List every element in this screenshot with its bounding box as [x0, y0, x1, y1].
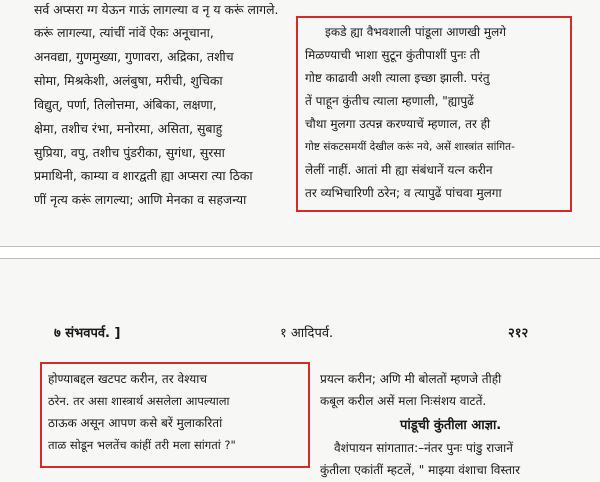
left-column-line: णीं नृत्य करूं लागल्या; आणि मेनका व सहजन्या: [34, 192, 247, 207]
page-header-right: २१२: [508, 326, 529, 341]
left-column-line: सुप्रिया, वपु, तशीच पुंडरीका, सुगंधा, सुरसा: [34, 145, 225, 160]
highlighted-line: तर व्यभिचारिणी ठरेन; व त्यापुढें पांचवा मुलगा: [305, 186, 502, 200]
left-column-line: प्रमाथिनी, काम्या व शारद्वती ह्या अप्सरा त्या ठिका: [34, 168, 253, 183]
left-column-line: सर्व अप्सरा ग्ग येऊन गाऊं लागल्या व नृ य करूं लागले.: [34, 2, 279, 17]
highlighted-line: चौथा मुलगा उत्पन्न करण्याचें म्हणाल, तर ही: [305, 117, 491, 131]
right-column-line: कबूल करील असें मला निःसंशय वाटतें.: [320, 394, 487, 408]
right-column-line: कुंतीला एकांतीं म्हटलें, " माझ्या वंशाचा विस्तार: [320, 463, 521, 477]
left-column-line: क्षेमा, तशीच रंभा, मनोरमा, असिता, सुबाहु: [34, 121, 223, 136]
bottom-page-panel: [0, 258, 600, 482]
right-column-line: प्रयत्न करीन; अणि मी बोलतों म्हणजे तीही: [320, 372, 502, 386]
highlighted-line: ठरेन. तर असा शास्त्रार्थ असलेला आपल्याला: [48, 394, 230, 408]
highlighted-line: तें पाहून कुंतीच त्याला म्हणाली, "ह्यापुढें: [305, 94, 474, 108]
highlighted-line: ठाऊक असून आपण कसे बरें मुलाकरितां: [48, 416, 223, 430]
highlighted-line: गोष्ट काढावी अशी त्याला इच्छा झाली. परंतु: [305, 71, 490, 85]
highlighted-line: मिळण्याची भाशा सुटून कुंतीपाशीं पुनः ती: [305, 48, 480, 62]
highlighted-line: होण्याबद्दल खटपट करीन, तर वेश्याच: [48, 372, 207, 386]
highlighted-line: इकडे ह्या वैभवशाली पांडूला आणखी मुलगे: [325, 25, 506, 39]
right-column-line: वैशंपायन सांगताात:–नंतर पुनः पांडु राजानें: [334, 441, 513, 455]
highlighted-line: ताळ सोडून भलतेंच कांहीं तरी मला सांगतां ?": [48, 438, 236, 452]
page-header-center: १ आदिपर्व.: [280, 326, 334, 341]
highlighted-line: लेलीं नाहीं. आतां मी ह्या संबंधानें यत्न करीन: [305, 163, 493, 177]
left-column-line: विद्युत्, पर्णा, तिलोत्तमा, अंबिका, लक्षणा,: [34, 97, 217, 112]
left-column-line: करूं लागल्या, त्यांचीं नांवें ऐकः अनूचाना,: [34, 25, 214, 40]
section-heading: पांडूची कुंतीला आज्ञा.: [400, 418, 502, 433]
page-header-left: ७ संभवपर्व. ]: [54, 326, 121, 341]
highlighted-passage-top: [296, 16, 572, 212]
left-column-line: अनवद्या, गुणमुख्या, गुणावरा, अद्रिका, तशीच: [34, 49, 234, 64]
left-column-line: सोमा, मिश्रकेशी, अलंबुषा, मरीची, शुचिका: [34, 73, 223, 88]
highlighted-line: गोष्ट संकटसमयीं देखील करूं नये, असें शास्त्रांत सांगित-: [305, 141, 515, 153]
